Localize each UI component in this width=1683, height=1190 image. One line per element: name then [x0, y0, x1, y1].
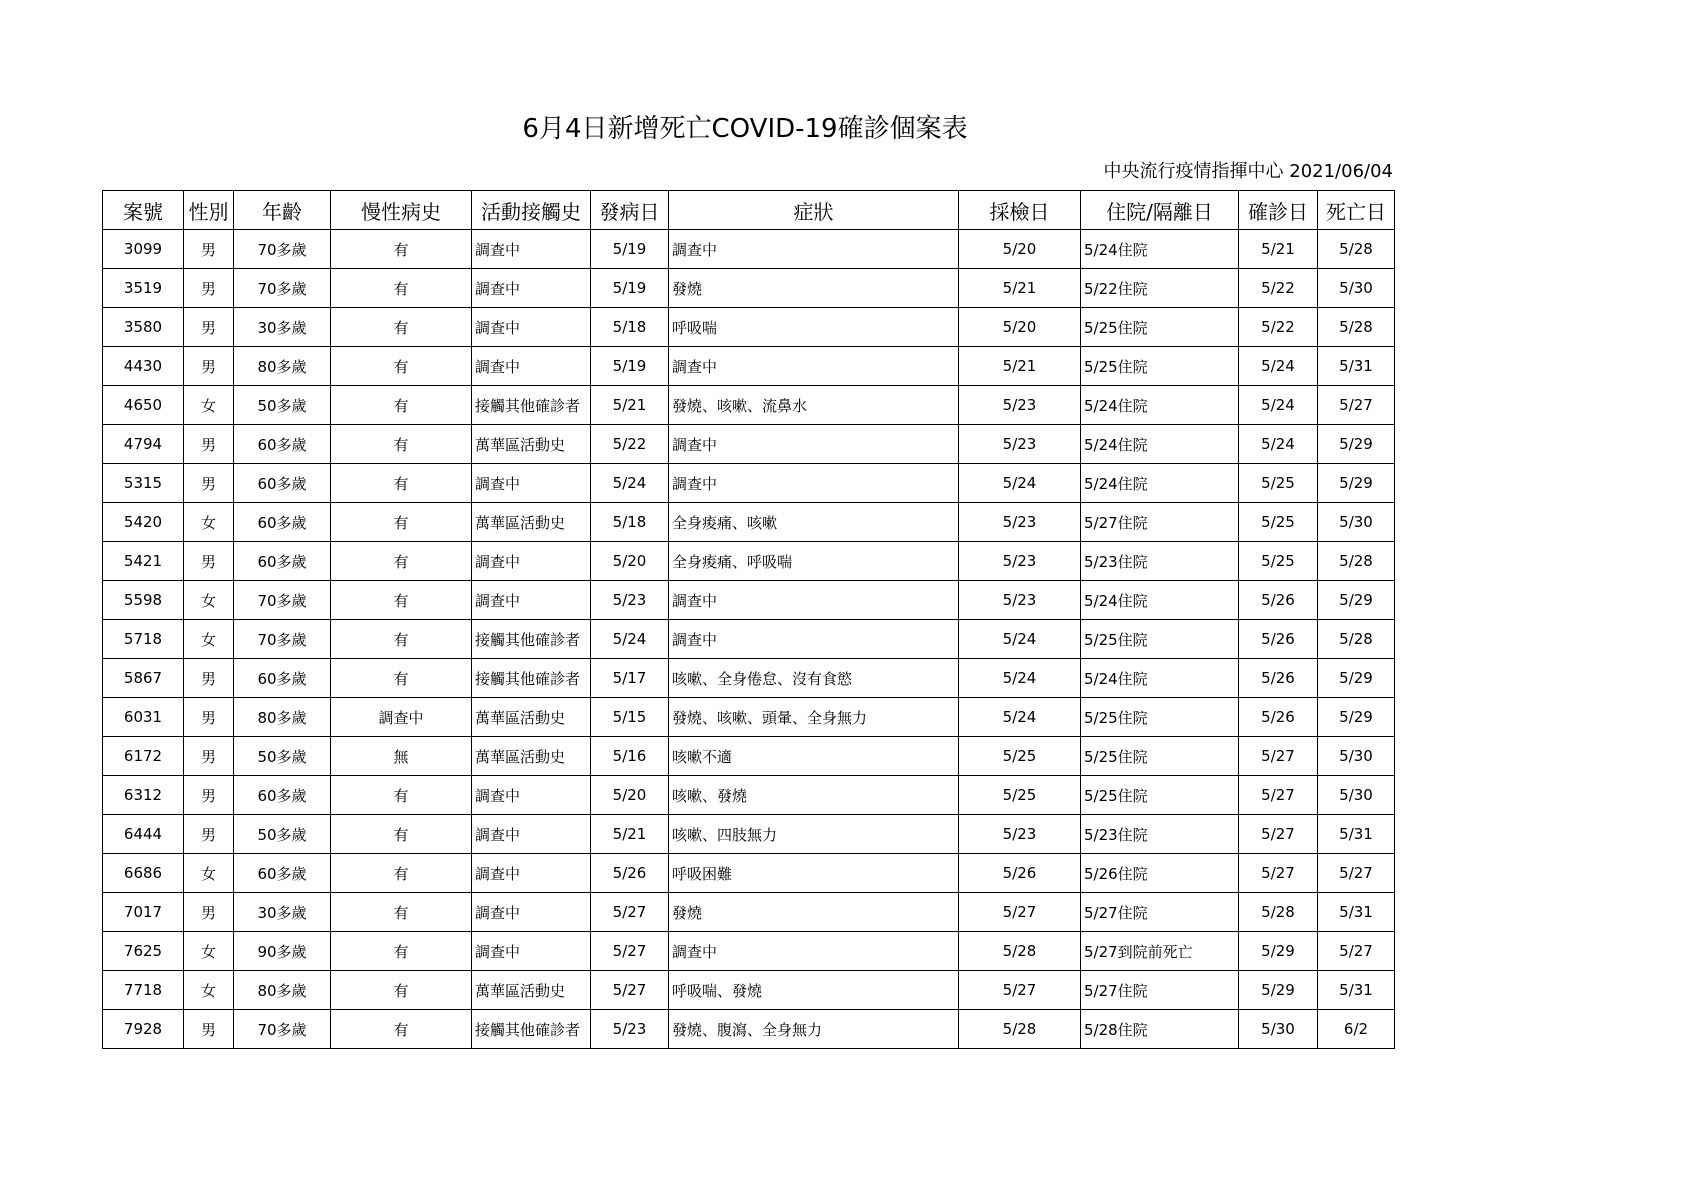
table-row [103, 1010, 1395, 1049]
header-case-number: 案號 [103, 191, 184, 230]
header-contact-history: 活動接觸史 [472, 191, 591, 230]
cell-sampling-date: 5/23 [959, 815, 1081, 854]
cell-age: 60多歲 [234, 464, 331, 503]
cell-case-number: 5598 [103, 581, 184, 620]
cell-death-date: 5/31 [1318, 893, 1395, 932]
cell-sex: 男 [184, 659, 234, 698]
cell-contact-history: 調查中 [472, 854, 591, 893]
cell-death-date: 5/27 [1318, 854, 1395, 893]
cell-chronic-disease: 有 [331, 425, 472, 464]
cell-contact-history: 調查中 [472, 230, 591, 269]
cell-chronic-disease: 有 [331, 542, 472, 581]
cell-age: 70多歲 [234, 269, 331, 308]
cell-sampling-date: 5/26 [959, 854, 1081, 893]
cell-case-number: 5718 [103, 620, 184, 659]
cell-chronic-disease: 有 [331, 503, 472, 542]
cell-sex: 男 [184, 425, 234, 464]
header-sampling-date: 採檢日 [959, 191, 1081, 230]
cell-hospitalization-date: 5/28住院 [1081, 1010, 1239, 1049]
cell-chronic-disease: 有 [331, 1010, 472, 1049]
cell-confirmation-date: 5/27 [1239, 815, 1318, 854]
cell-onset-date: 5/26 [591, 854, 669, 893]
cell-onset-date: 5/17 [591, 659, 669, 698]
cell-hospitalization-date: 5/25住院 [1081, 776, 1239, 815]
death-cases-table [102, 190, 1395, 1049]
cell-age: 50多歲 [234, 815, 331, 854]
cell-contact-history: 接觸其他確診者 [472, 386, 591, 425]
table-row [103, 932, 1395, 971]
cell-symptoms: 調查中 [669, 347, 959, 386]
cell-death-date: 5/30 [1318, 776, 1395, 815]
cell-death-date: 5/30 [1318, 737, 1395, 776]
cell-case-number: 4650 [103, 386, 184, 425]
cell-sex: 女 [184, 854, 234, 893]
cell-death-date: 5/30 [1318, 269, 1395, 308]
cell-case-number: 7928 [103, 1010, 184, 1049]
cell-contact-history: 調查中 [472, 932, 591, 971]
cell-confirmation-date: 5/26 [1239, 698, 1318, 737]
cell-sex: 男 [184, 347, 234, 386]
cell-symptoms: 調查中 [669, 581, 959, 620]
cell-hospitalization-date: 5/25住院 [1081, 620, 1239, 659]
cell-confirmation-date: 5/24 [1239, 386, 1318, 425]
cell-contact-history: 調查中 [472, 581, 591, 620]
cell-contact-history: 萬華區活動史 [472, 737, 591, 776]
cell-sampling-date: 5/24 [959, 464, 1081, 503]
cell-confirmation-date: 5/22 [1239, 269, 1318, 308]
header-confirmation-date: 確診日 [1239, 191, 1318, 230]
cell-age: 80多歲 [234, 971, 331, 1010]
table-header-row [103, 191, 1395, 230]
cell-death-date: 5/31 [1318, 971, 1395, 1010]
cell-sampling-date: 5/23 [959, 542, 1081, 581]
cell-chronic-disease: 有 [331, 230, 472, 269]
cell-confirmation-date: 5/27 [1239, 776, 1318, 815]
cell-confirmation-date: 5/29 [1239, 971, 1318, 1010]
cell-onset-date: 5/20 [591, 542, 669, 581]
cell-sex: 女 [184, 581, 234, 620]
cell-case-number: 3519 [103, 269, 184, 308]
cell-death-date: 5/29 [1318, 659, 1395, 698]
table-row [103, 620, 1395, 659]
cell-chronic-disease: 有 [331, 308, 472, 347]
table-row [103, 737, 1395, 776]
cell-confirmation-date: 5/28 [1239, 893, 1318, 932]
cell-symptoms: 調查中 [669, 932, 959, 971]
cell-symptoms: 調查中 [669, 464, 959, 503]
table-row [103, 386, 1395, 425]
cell-contact-history: 調查中 [472, 269, 591, 308]
cell-age: 30多歲 [234, 308, 331, 347]
cell-sampling-date: 5/20 [959, 308, 1081, 347]
cell-confirmation-date: 5/24 [1239, 347, 1318, 386]
cell-onset-date: 5/21 [591, 815, 669, 854]
cell-chronic-disease: 有 [331, 971, 472, 1010]
cell-age: 30多歲 [234, 893, 331, 932]
cell-contact-history: 調查中 [472, 347, 591, 386]
cell-sex: 男 [184, 698, 234, 737]
cell-contact-history: 調查中 [472, 464, 591, 503]
cell-sex: 男 [184, 308, 234, 347]
table-row [103, 542, 1395, 581]
cell-sampling-date: 5/20 [959, 230, 1081, 269]
cell-hospitalization-date: 5/24住院 [1081, 425, 1239, 464]
cell-chronic-disease: 有 [331, 581, 472, 620]
cell-age: 50多歲 [234, 737, 331, 776]
cell-confirmation-date: 5/24 [1239, 425, 1318, 464]
cell-hospitalization-date: 5/25住院 [1081, 737, 1239, 776]
cell-symptoms: 發燒、咳嗽、頭暈、全身無力 [669, 698, 959, 737]
cell-age: 90多歲 [234, 932, 331, 971]
cell-sampling-date: 5/23 [959, 386, 1081, 425]
header-hospitalization-date: 住院/隔離日 [1081, 191, 1239, 230]
cell-age: 60多歲 [234, 659, 331, 698]
cell-age: 60多歲 [234, 542, 331, 581]
cell-case-number: 4794 [103, 425, 184, 464]
cell-sampling-date: 5/24 [959, 620, 1081, 659]
cell-death-date: 5/27 [1318, 386, 1395, 425]
cell-hospitalization-date: 5/27住院 [1081, 893, 1239, 932]
cell-contact-history: 接觸其他確診者 [472, 659, 591, 698]
table-row [103, 464, 1395, 503]
cell-onset-date: 5/27 [591, 932, 669, 971]
cell-symptoms: 發燒、咳嗽、流鼻水 [669, 386, 959, 425]
cell-hospitalization-date: 5/25住院 [1081, 347, 1239, 386]
cell-symptoms: 調查中 [669, 425, 959, 464]
cell-death-date: 5/28 [1318, 542, 1395, 581]
cell-hospitalization-date: 5/24住院 [1081, 386, 1239, 425]
cell-death-date: 5/27 [1318, 932, 1395, 971]
cell-hospitalization-date: 5/22住院 [1081, 269, 1239, 308]
cell-sex: 男 [184, 464, 234, 503]
cell-onset-date: 5/18 [591, 503, 669, 542]
header-sex: 性別 [184, 191, 234, 230]
cell-onset-date: 5/19 [591, 347, 669, 386]
cell-confirmation-date: 5/22 [1239, 308, 1318, 347]
cell-sampling-date: 5/27 [959, 893, 1081, 932]
cell-contact-history: 調查中 [472, 893, 591, 932]
cell-death-date: 5/30 [1318, 503, 1395, 542]
cell-death-date: 5/29 [1318, 698, 1395, 737]
cell-sex: 女 [184, 386, 234, 425]
cell-sampling-date: 5/28 [959, 1010, 1081, 1049]
table-row [103, 698, 1395, 737]
cell-confirmation-date: 5/21 [1239, 230, 1318, 269]
cell-symptoms: 咳嗽、發燒 [669, 776, 959, 815]
cell-sex: 男 [184, 737, 234, 776]
cell-death-date: 5/28 [1318, 308, 1395, 347]
document-source-date: 中央流行疫情指揮中心 2021/06/04 [1103, 161, 1393, 182]
cell-chronic-disease: 調查中 [331, 698, 472, 737]
cell-sex: 男 [184, 815, 234, 854]
cell-age: 70多歲 [234, 581, 331, 620]
header-death-date: 死亡日 [1318, 191, 1395, 230]
table-row [103, 815, 1395, 854]
cell-sampling-date: 5/21 [959, 347, 1081, 386]
cell-symptoms: 咳嗽、四肢無力 [669, 815, 959, 854]
cell-case-number: 7625 [103, 932, 184, 971]
header-onset-date: 發病日 [591, 191, 669, 230]
cell-age: 80多歲 [234, 698, 331, 737]
cell-age: 70多歲 [234, 230, 331, 269]
cell-case-number: 4430 [103, 347, 184, 386]
cell-confirmation-date: 5/26 [1239, 620, 1318, 659]
cell-death-date: 5/29 [1318, 464, 1395, 503]
cell-case-number: 3099 [103, 230, 184, 269]
cell-contact-history: 萬華區活動史 [472, 503, 591, 542]
cell-sampling-date: 5/21 [959, 269, 1081, 308]
cell-age: 50多歲 [234, 386, 331, 425]
cell-sampling-date: 5/27 [959, 971, 1081, 1010]
cell-symptoms: 呼吸喘、發燒 [669, 971, 959, 1010]
cell-death-date: 5/31 [1318, 815, 1395, 854]
cell-case-number: 5867 [103, 659, 184, 698]
cell-onset-date: 5/23 [591, 581, 669, 620]
cell-onset-date: 5/18 [591, 308, 669, 347]
cell-death-date: 5/28 [1318, 230, 1395, 269]
cell-case-number: 6444 [103, 815, 184, 854]
cell-chronic-disease: 有 [331, 893, 472, 932]
cell-case-number: 5315 [103, 464, 184, 503]
cell-confirmation-date: 5/27 [1239, 854, 1318, 893]
table-row [103, 425, 1395, 464]
cell-sampling-date: 5/23 [959, 503, 1081, 542]
cell-contact-history: 調查中 [472, 815, 591, 854]
cell-contact-history: 接觸其他確診者 [472, 1010, 591, 1049]
cell-sampling-date: 5/24 [959, 659, 1081, 698]
table-row [103, 854, 1395, 893]
cell-symptoms: 咳嗽、全身倦怠、沒有食慾 [669, 659, 959, 698]
cell-contact-history: 萬華區活動史 [472, 698, 591, 737]
cell-symptoms: 發燒 [669, 269, 959, 308]
cell-death-date: 5/31 [1318, 347, 1395, 386]
cell-case-number: 6031 [103, 698, 184, 737]
table-row [103, 776, 1395, 815]
header-symptoms: 症狀 [669, 191, 959, 230]
cell-hospitalization-date: 5/25住院 [1081, 308, 1239, 347]
cell-chronic-disease: 有 [331, 659, 472, 698]
cell-chronic-disease: 有 [331, 386, 472, 425]
table-row [103, 308, 1395, 347]
cell-sampling-date: 5/28 [959, 932, 1081, 971]
table-row [103, 230, 1395, 269]
cell-onset-date: 5/27 [591, 893, 669, 932]
cell-onset-date: 5/16 [591, 737, 669, 776]
cell-sampling-date: 5/24 [959, 698, 1081, 737]
cell-onset-date: 5/21 [591, 386, 669, 425]
cell-case-number: 7718 [103, 971, 184, 1010]
cell-hospitalization-date: 5/27住院 [1081, 971, 1239, 1010]
cell-hospitalization-date: 5/23住院 [1081, 815, 1239, 854]
cell-contact-history: 萬華區活動史 [472, 425, 591, 464]
cell-sex: 男 [184, 893, 234, 932]
cell-case-number: 6172 [103, 737, 184, 776]
cell-death-date: 6/2 [1318, 1010, 1395, 1049]
cell-confirmation-date: 5/26 [1239, 659, 1318, 698]
cell-onset-date: 5/27 [591, 971, 669, 1010]
cell-case-number: 5421 [103, 542, 184, 581]
cell-sex: 女 [184, 932, 234, 971]
cell-chronic-disease: 有 [331, 464, 472, 503]
cell-onset-date: 5/23 [591, 1010, 669, 1049]
table-row [103, 893, 1395, 932]
table-row [103, 659, 1395, 698]
cell-sampling-date: 5/23 [959, 581, 1081, 620]
cell-death-date: 5/29 [1318, 425, 1395, 464]
cell-hospitalization-date: 5/27到院前死亡 [1081, 932, 1239, 971]
cell-sex: 男 [184, 1010, 234, 1049]
cell-symptoms: 全身痠痛、呼吸喘 [669, 542, 959, 581]
cell-sex: 女 [184, 971, 234, 1010]
table-body [103, 230, 1395, 1049]
cell-confirmation-date: 5/27 [1239, 737, 1318, 776]
cell-chronic-disease: 有 [331, 620, 472, 659]
cell-confirmation-date: 5/25 [1239, 542, 1318, 581]
cell-symptoms: 發燒 [669, 893, 959, 932]
cell-confirmation-date: 5/25 [1239, 464, 1318, 503]
cell-onset-date: 5/24 [591, 464, 669, 503]
cell-contact-history: 萬華區活動史 [472, 971, 591, 1010]
table-row [103, 971, 1395, 1010]
cell-hospitalization-date: 5/24住院 [1081, 230, 1239, 269]
cell-onset-date: 5/24 [591, 620, 669, 659]
cell-chronic-disease: 有 [331, 815, 472, 854]
header-chronic-disease: 慢性病史 [331, 191, 472, 230]
cell-chronic-disease: 有 [331, 932, 472, 971]
cell-case-number: 5420 [103, 503, 184, 542]
table-row [103, 581, 1395, 620]
cell-case-number: 6312 [103, 776, 184, 815]
cell-onset-date: 5/15 [591, 698, 669, 737]
cell-sex: 女 [184, 503, 234, 542]
table-row [103, 503, 1395, 542]
cell-symptoms: 呼吸喘 [669, 308, 959, 347]
cell-age: 60多歲 [234, 776, 331, 815]
cell-sampling-date: 5/25 [959, 776, 1081, 815]
cell-age: 60多歲 [234, 854, 331, 893]
cell-onset-date: 5/20 [591, 776, 669, 815]
cell-hospitalization-date: 5/24住院 [1081, 464, 1239, 503]
cell-confirmation-date: 5/25 [1239, 503, 1318, 542]
cell-chronic-disease: 無 [331, 737, 472, 776]
cell-onset-date: 5/22 [591, 425, 669, 464]
cell-sex: 男 [184, 230, 234, 269]
cell-death-date: 5/28 [1318, 620, 1395, 659]
cell-confirmation-date: 5/29 [1239, 932, 1318, 971]
cell-case-number: 6686 [103, 854, 184, 893]
cell-hospitalization-date: 5/26住院 [1081, 854, 1239, 893]
cell-onset-date: 5/19 [591, 230, 669, 269]
cell-symptoms: 發燒、腹瀉、全身無力 [669, 1010, 959, 1049]
header-age: 年齡 [234, 191, 331, 230]
table-row [103, 347, 1395, 386]
cell-symptoms: 調查中 [669, 230, 959, 269]
cell-sex: 男 [184, 542, 234, 581]
cell-chronic-disease: 有 [331, 269, 472, 308]
cell-sex: 男 [184, 776, 234, 815]
cell-sex: 男 [184, 269, 234, 308]
cell-case-number: 3580 [103, 308, 184, 347]
cell-case-number: 7017 [103, 893, 184, 932]
cell-contact-history: 調查中 [472, 542, 591, 581]
cell-hospitalization-date: 5/24住院 [1081, 659, 1239, 698]
cell-sampling-date: 5/23 [959, 425, 1081, 464]
cell-contact-history: 調查中 [472, 308, 591, 347]
cell-confirmation-date: 5/30 [1239, 1010, 1318, 1049]
document-title: 6月4日新增死亡COVID-19確診個案表 [522, 114, 968, 144]
cell-symptoms: 調查中 [669, 620, 959, 659]
cell-death-date: 5/29 [1318, 581, 1395, 620]
cell-symptoms: 全身痠痛、咳嗽 [669, 503, 959, 542]
cell-symptoms: 呼吸困難 [669, 854, 959, 893]
cell-contact-history: 調查中 [472, 776, 591, 815]
cell-hospitalization-date: 5/23住院 [1081, 542, 1239, 581]
cell-sex: 女 [184, 620, 234, 659]
cell-chronic-disease: 有 [331, 347, 472, 386]
cell-age: 70多歲 [234, 620, 331, 659]
cell-hospitalization-date: 5/25住院 [1081, 698, 1239, 737]
cell-onset-date: 5/19 [591, 269, 669, 308]
cell-hospitalization-date: 5/27住院 [1081, 503, 1239, 542]
cell-sampling-date: 5/25 [959, 737, 1081, 776]
cell-age: 60多歲 [234, 503, 331, 542]
cell-symptoms: 咳嗽不適 [669, 737, 959, 776]
cell-age: 60多歲 [234, 425, 331, 464]
cell-age: 80多歲 [234, 347, 331, 386]
table-row [103, 269, 1395, 308]
cell-age: 70多歲 [234, 1010, 331, 1049]
cell-chronic-disease: 有 [331, 776, 472, 815]
cell-chronic-disease: 有 [331, 854, 472, 893]
cell-contact-history: 接觸其他確診者 [472, 620, 591, 659]
cell-hospitalization-date: 5/24住院 [1081, 581, 1239, 620]
cell-confirmation-date: 5/26 [1239, 581, 1318, 620]
